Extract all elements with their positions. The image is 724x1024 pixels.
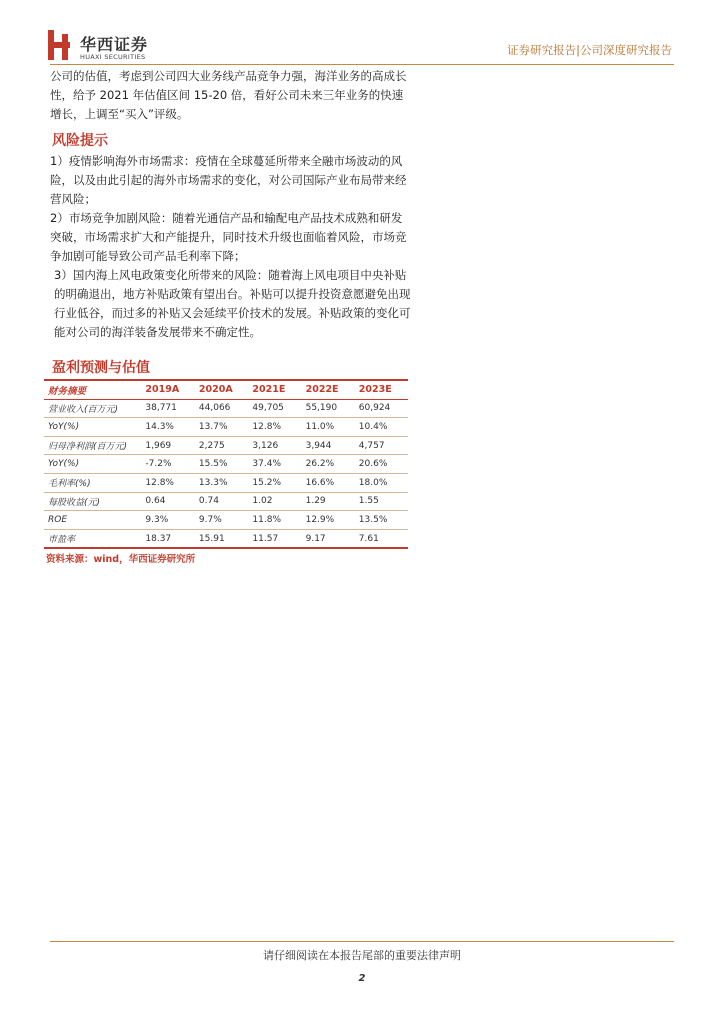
financial-summary-table (44, 379, 408, 549)
table-header-row (44, 380, 408, 399)
row-label: YoY(%) (44, 418, 141, 437)
table-cell: 44,066 (195, 399, 249, 418)
data-source-note: 资料来源：wind，华西证券研究所 (46, 554, 196, 565)
footer-divider (50, 941, 674, 942)
logo-english: HUAXI SECURITIES (80, 53, 146, 61)
table-cell: 20.6% (355, 455, 408, 474)
table-header-cell: 2020A (195, 380, 249, 399)
valuation-paragraph: 公司的估值，考虑到公司四大业务线产品竞争力强，海洋业务的高成长性，给予 2021 年估值区间 15-20 倍，看好公司未来三年业务的快速增长，上调至“买入”评级。 (50, 69, 407, 121)
row-label: YoY(%) (44, 455, 141, 474)
header-divider (50, 64, 674, 65)
table-header-cell: 2019A (141, 380, 195, 399)
table-row (44, 492, 408, 511)
table-cell: 9.3% (141, 511, 195, 530)
table-cell: 11.8% (248, 511, 301, 530)
table-cell: 15.5% (195, 455, 249, 474)
table-cell: 26.2% (302, 455, 355, 474)
row-label: 归母净利润(百万元) (44, 436, 141, 455)
table-header-cell: 2022E (302, 380, 355, 399)
table-cell: 12.8% (141, 473, 195, 492)
table-cell: 60,924 (355, 399, 408, 418)
forecast-section-title: 盈利预测与估值 (52, 360, 150, 376)
table-cell: 11.0% (302, 418, 355, 437)
table-cell: 1.02 (248, 492, 301, 511)
table-cell: 12.9% (302, 511, 355, 530)
table-cell: 7.61 (355, 529, 408, 548)
table-cell: 9.17 (302, 529, 355, 548)
table-cell: 13.7% (195, 418, 249, 437)
table-cell: 15.2% (248, 473, 301, 492)
table-cell: 37.4% (248, 455, 301, 474)
risk-item: 2）市场竞争加剧风险：随着光通信产品和输配电产品技术成熟和研发突破，市场需求扩大和产能提升，同时技术升级也面临着风险，市场竞争加剧可能导致公司产品毛利率下降； (50, 211, 407, 263)
table-header-cell: 财务摘要 (44, 380, 141, 399)
table-cell: 1.29 (302, 492, 355, 511)
legal-disclaimer-notice: 请仔细阅读在本报告尾部的重要法律声明 (263, 949, 461, 962)
table-cell: 1,969 (141, 436, 195, 455)
report-type: 证券研究报告|公司深度研究报告 (507, 43, 672, 57)
row-label: 营业收入(百万元) (44, 399, 141, 418)
huaxi-logo-icon (48, 30, 72, 60)
table-cell: 4,757 (355, 436, 408, 455)
table-cell: 13.3% (195, 473, 249, 492)
table-cell: 2,275 (195, 436, 249, 455)
table-row (44, 455, 408, 474)
row-label: ROE (44, 511, 141, 530)
page-header (0, 0, 724, 70)
risk-section-title: 风险提示 (52, 133, 108, 149)
row-label: 毛利率(%) (44, 473, 141, 492)
table-row (44, 436, 408, 455)
table-cell: 0.64 (141, 492, 195, 511)
table-cell: 13.5% (355, 511, 408, 530)
page-number: 2 (358, 973, 366, 984)
table-cell: 15.91 (195, 529, 249, 548)
table-header-cell: 2021E (248, 380, 301, 399)
table-row (44, 511, 408, 530)
table-cell: 55,190 (302, 399, 355, 418)
table-cell: 10.4% (355, 418, 408, 437)
table-row (44, 529, 408, 548)
table-row (44, 418, 408, 437)
table-cell: 14.3% (141, 418, 195, 437)
risk-item: 1）疫情影响海外市场需求：疫情在全球蔓延所带来全融市场波动的风险，以及由此引起的海外市场需求的变化，对公司国际产业布局带来经营风险； (50, 154, 407, 206)
table-cell: 9.7% (195, 511, 249, 530)
table-cell: 49,705 (248, 399, 301, 418)
table-cell: 1.55 (355, 492, 408, 511)
table-cell: 38,771 (141, 399, 195, 418)
table-cell: 16.6% (302, 473, 355, 492)
table-cell: 0.74 (195, 492, 249, 511)
table-row (44, 473, 408, 492)
table-cell: 18.0% (355, 473, 408, 492)
risk-list (50, 152, 412, 342)
table-header-cell: 2023E (355, 380, 408, 399)
table-cell: 3,126 (248, 436, 301, 455)
table-cell: 18.37 (141, 529, 195, 548)
table-row (44, 399, 408, 418)
row-label: 每股收益(元) (44, 492, 141, 511)
table-cell: 12.8% (248, 418, 301, 437)
table-cell: 11.57 (248, 529, 301, 548)
table-cell: 3,944 (302, 436, 355, 455)
row-label: 市盈率 (44, 529, 141, 548)
risk-item: 3）国内海上风电政策变化所带来的风险：随着海上风电项目中央补贴的明确退出，地方补贴政策有望出台。补贴可以提升投资意愿避免出现行业低谷，而过多的补贴又会延续平价技术的发展。补贴政策的变化可能对公司的海洋装备发展带来不确定性。 (54, 268, 411, 339)
logo-chinese: 华西证券 (80, 35, 149, 54)
table-cell: -7.2% (141, 455, 195, 474)
